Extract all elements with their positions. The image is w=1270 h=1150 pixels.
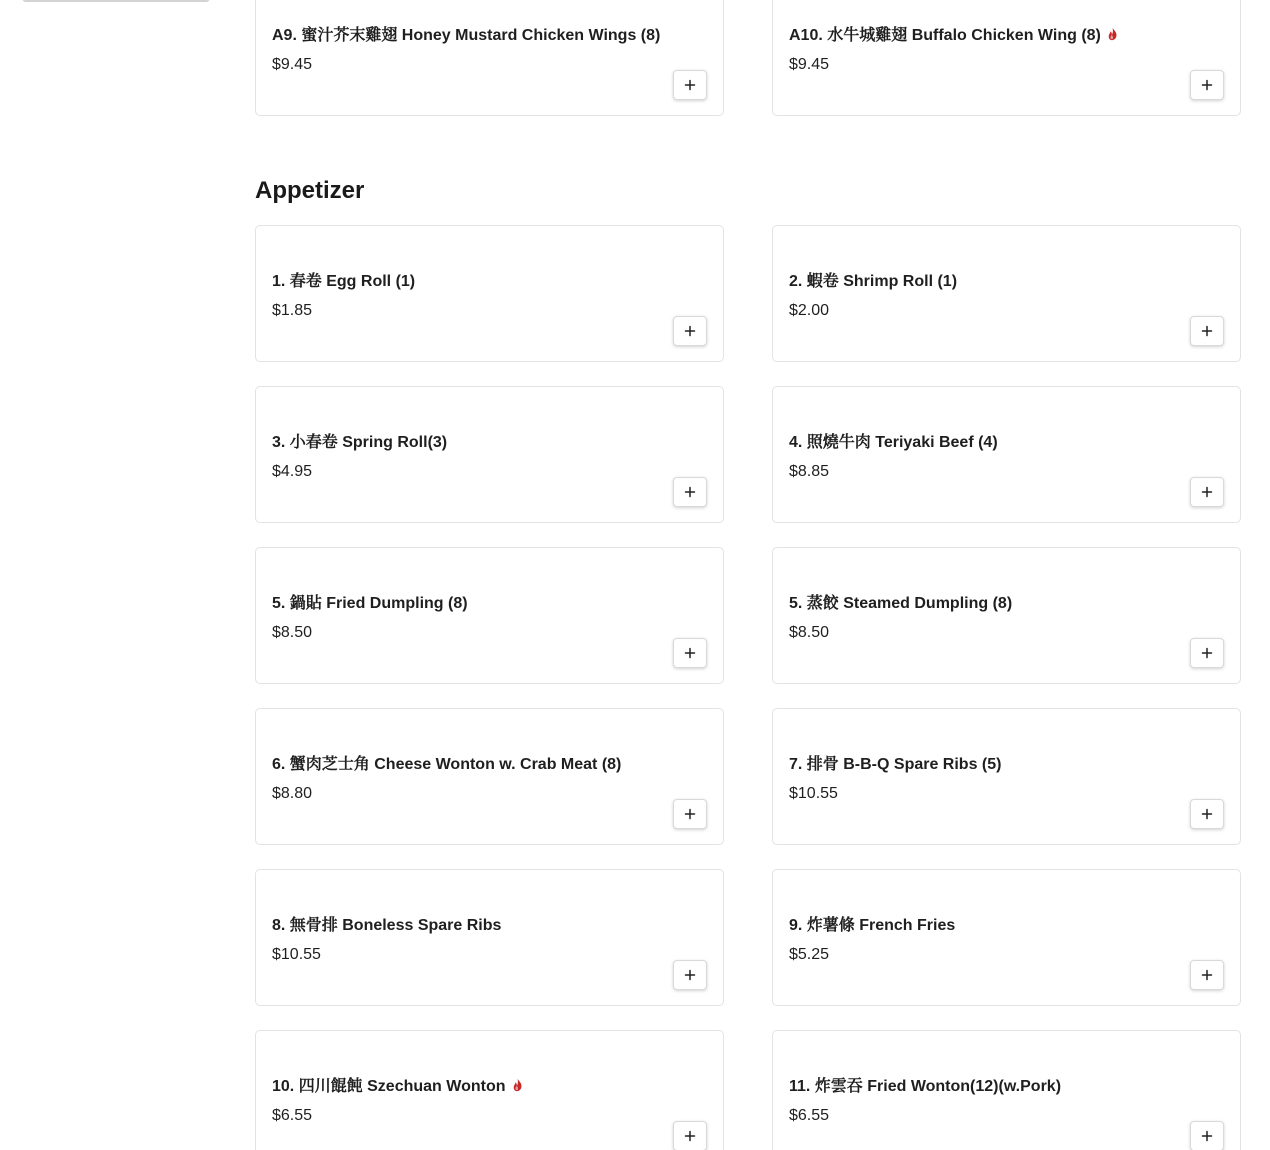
item-title: 2. 蝦卷 Shrimp Roll (1) [789,273,958,290]
item-title: 9. 炸薯條 French Fries [789,917,956,934]
item-title: 1. 春卷 Egg Roll (1) [272,273,416,290]
item-title: 8. 無骨排 Boneless Spare Ribs [272,917,502,934]
add-to-cart-button[interactable] [673,960,707,990]
item-price: $1.85 [272,302,313,319]
add-to-cart-button[interactable] [1190,70,1224,100]
menu-item-card[interactable] [255,225,724,362]
menu-item-card[interactable] [772,0,1241,116]
item-price: $8.80 [272,785,313,802]
plus-icon [684,969,696,981]
plus-icon [1201,325,1213,337]
item-title: 6. 蟹肉芝士角 Cheese Wonton w. Crab Meat (8) [272,756,622,773]
item-title: 4. 照燒牛肉 Teriyaki Beef (4) [789,434,998,451]
add-to-cart-button[interactable] [673,799,707,829]
item-title: 5. 蒸餃 Steamed Dumpling (8) [789,595,1013,612]
add-to-cart-button[interactable] [673,1121,707,1150]
item-title: 10. 四川餛飩 Szechuan Wonton [272,1073,524,1096]
item-title: 3. 小春卷 Spring Roll(3) [272,434,448,451]
item-price: $6.55 [272,1107,313,1124]
sidebar-category-link[interactable] [22,0,210,2]
item-title: 5. 鍋貼 Fried Dumpling (8) [272,595,468,612]
item-price: $8.50 [789,624,830,641]
item-price: $4.95 [272,463,313,480]
item-title: 11. 炸雲吞 Fried Wonton(12)(w.Pork) [789,1078,1062,1095]
plus-icon [684,79,696,91]
plus-icon [1201,486,1213,498]
item-title: A10. 水牛城雞翅 Buffalo Chicken Wing (8) [789,22,1119,45]
plus-icon [684,808,696,820]
add-to-cart-button[interactable] [1190,960,1224,990]
add-to-cart-button[interactable] [1190,477,1224,507]
chili-icon [511,1078,524,1092]
menu-item-card[interactable] [255,1030,724,1150]
add-to-cart-button[interactable] [673,477,707,507]
add-to-cart-button[interactable] [1190,638,1224,668]
item-price: $9.45 [272,56,313,73]
menu-item-card[interactable] [772,869,1241,1006]
plus-icon [684,647,696,659]
plus-icon [684,325,696,337]
menu-item-card[interactable] [255,386,724,523]
plus-icon [684,486,696,498]
plus-icon [1201,647,1213,659]
item-title: A9. 蜜汁芥末雞翅 Honey Mustard Chicken Wings (8) [272,27,661,44]
menu-item-card[interactable] [772,1030,1241,1150]
item-price: $10.55 [789,785,838,802]
menu-item-card[interactable] [772,386,1241,523]
plus-icon [1201,808,1213,820]
add-to-cart-button[interactable] [1190,799,1224,829]
item-price: $10.55 [272,946,321,963]
item-price: $2.00 [789,302,830,319]
plus-icon [1201,1130,1213,1142]
menu-item-card[interactable] [255,547,724,684]
item-title: 7. 排骨 B-B-Q Spare Ribs (5) [789,756,1002,773]
item-price: $6.55 [789,1107,830,1124]
menu-item-card[interactable] [772,547,1241,684]
item-price: $5.25 [789,946,830,963]
item-price: $8.50 [272,624,313,641]
menu-item-card[interactable] [255,708,724,845]
item-price: $9.45 [789,56,830,73]
menu-item-card[interactable] [772,225,1241,362]
menu-item-card[interactable] [772,708,1241,845]
add-to-cart-button[interactable] [673,70,707,100]
item-price: $8.85 [789,463,830,480]
plus-icon [1201,79,1213,91]
add-to-cart-button[interactable] [1190,1121,1224,1150]
add-to-cart-button[interactable] [673,316,707,346]
chili-icon [1106,27,1119,41]
add-to-cart-button[interactable] [1190,316,1224,346]
plus-icon [1201,969,1213,981]
menu-item-card[interactable] [255,869,724,1006]
add-to-cart-button[interactable] [673,638,707,668]
plus-icon [684,1130,696,1142]
menu-item-card[interactable] [255,0,724,116]
section-title: Appetizer [255,177,365,204]
